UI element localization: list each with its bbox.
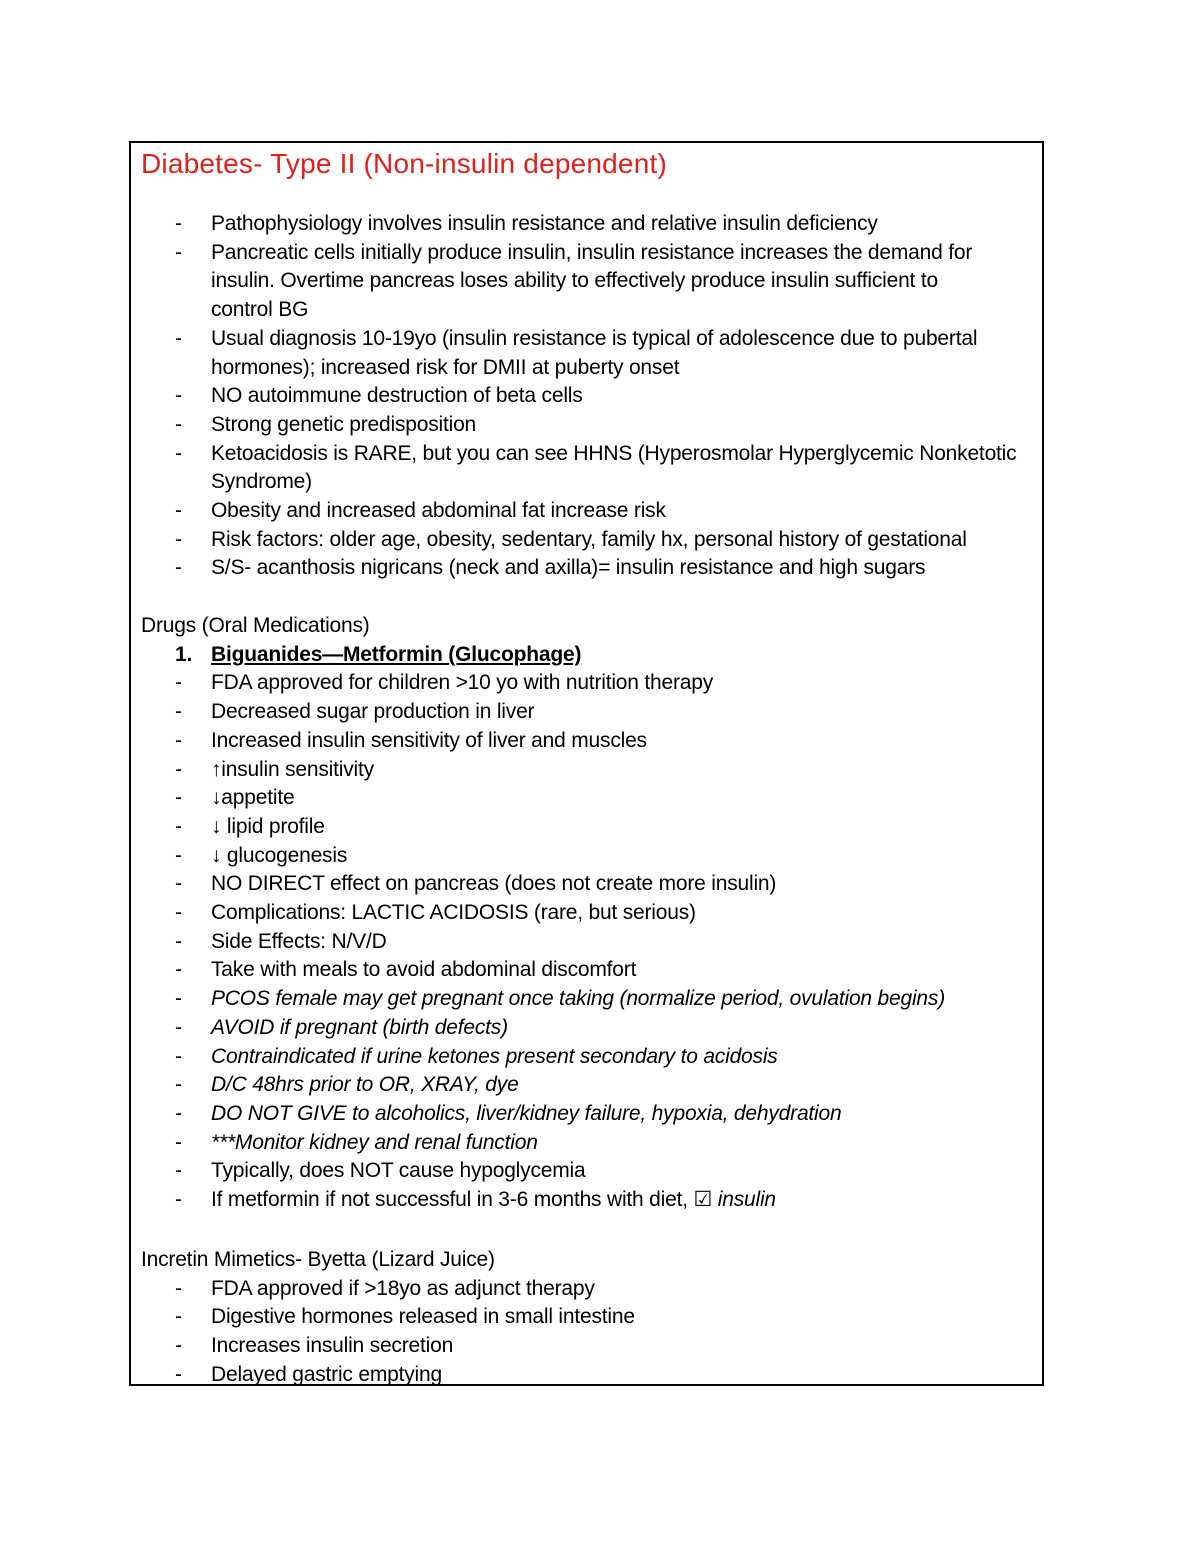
bullet-text: S/S- acanthosis nigricans (neck and axilla)= insulin resistance and high sugars <box>211 556 926 580</box>
page-title: Diabetes- Type II (Non-insulin dependent) <box>141 148 667 179</box>
bullet-text: Obesity and increased abdominal fat increase risk <box>211 499 666 522</box>
bullet-dash: - <box>175 384 182 408</box>
bullet-dash: - <box>175 958 182 982</box>
bullet-text: insulin. Overtime pancreas loses ability to effectively produce insulin sufficient to <box>211 269 938 293</box>
bullet-text: Increases insulin secretion <box>211 1334 454 1358</box>
bullet-text: D/C 48hrs prior to OR, XRAY, dye <box>211 1073 519 1097</box>
bullet-text: Decreased sugar production in liver <box>211 700 535 724</box>
bullet-dash: - <box>175 728 182 752</box>
bullet-text: Delayed gastric emptying <box>211 1362 442 1386</box>
bullet-text: PCOS female may get pregnant once taking (normalize period, ovulation begins) <box>211 987 946 1011</box>
bullet-text: NO autoimmune destruction of beta cells <box>211 384 583 408</box>
bullet-text: FDA approved for children >10 yo with nutrition therapy <box>211 671 714 695</box>
bullet-dash: - <box>175 1276 182 1300</box>
bullet-dash: - <box>175 527 182 551</box>
bullet-dash: - <box>175 240 182 264</box>
bullet-dash: - <box>175 872 182 896</box>
bullet-dash: - <box>175 1305 182 1329</box>
section-heading-text: Drugs (Oral Medications) <box>141 614 370 637</box>
section-heading-text: Incretin Mimetics- Byetta (Lizard Juice) <box>141 1248 495 1271</box>
bullet-text: AVOID if pregnant (birth defects) <box>211 1015 508 1039</box>
item-number: 1. <box>175 642 193 666</box>
bullet-dash: - <box>175 671 182 695</box>
bullet-dash: - <box>175 757 182 781</box>
bullet-dash: - <box>175 901 182 924</box>
bullet-dash: - <box>175 1130 182 1154</box>
bullet-dash: - <box>175 814 182 838</box>
bullet-dash: - <box>175 1015 182 1039</box>
bullet-dash: - <box>175 700 182 724</box>
bullet-dash: - <box>175 1334 182 1358</box>
bullet-dash: - <box>175 326 182 350</box>
bullet-text: Usual diagnosis 10-19yo (insulin resistance is typical of adolescence due to pubertal <box>211 326 978 350</box>
item-label: Biguanides—Metformin (Glucophage) <box>211 642 582 666</box>
bullet-text: ↑insulin sensitivity <box>211 757 374 781</box>
bullet-text: Complications: LACTIC ACIDOSIS (rare, but serious) <box>211 901 696 924</box>
bullet-dash: - <box>175 1073 182 1097</box>
bullet-dash: - <box>175 1101 182 1125</box>
bullet-text: Contraindicated if urine ketones present secondary to acidosis <box>211 1044 778 1068</box>
bullet-text: control BG <box>211 298 309 322</box>
bullet-text: Typically, does NOT cause hypoglycemia <box>211 1159 586 1183</box>
bullet-text: NO DIRECT effect on pancreas (does not create more insulin) <box>211 872 777 896</box>
bullet-dash: - <box>175 1159 182 1183</box>
bullet-text: Ketoacidosis is RARE, but you can see HHNS (Hyperosmolar Hyperglycemic Nonketotic <box>211 441 1017 465</box>
bullet-text: DO NOT GIVE to alcoholics, liver/kidney failure, hypoxia, dehydration <box>211 1101 842 1125</box>
bullet-dash: - <box>175 843 182 867</box>
bullet-text: Risk factors: older age, obesity, sedentary, family hx, personal history of gestational <box>211 527 967 551</box>
bullet-dash: - <box>175 212 182 235</box>
bullet-text: Pathophysiology involves insulin resistance and relative insulin deficiency <box>211 212 878 235</box>
bullet-dash: - <box>175 1044 182 1068</box>
bullet-text: ↓ glucogenesis <box>211 843 348 867</box>
bullet-dash: - <box>175 441 182 465</box>
bullet-text: FDA approved if >18yo as adjunct therapy <box>211 1276 595 1300</box>
bullet-dash: - <box>175 499 182 522</box>
bullet-dash: - <box>175 412 182 436</box>
bullet-text: Take with meals to avoid abdominal discomfort <box>211 958 637 982</box>
bullet-dash: - <box>175 987 182 1011</box>
bullet-text: Syndrome) <box>211 470 312 494</box>
bullet-dash: - <box>175 1188 182 1211</box>
bullet-dash: - <box>175 786 182 810</box>
bullet-text: ↓ lipid profile <box>211 814 325 838</box>
bullet-text: Side Effects: N/V/D <box>211 929 387 953</box>
bullet-dash: - <box>175 929 182 953</box>
bullet-text: ↓appetite <box>211 786 295 810</box>
bullet-italic-tail: insulin <box>717 1188 776 1211</box>
bullet-text: If metformin if not successful in 3-6 months with diet, ☑ insulin <box>211 1188 776 1211</box>
bullet-text: Increased insulin sensitivity of liver and muscles <box>211 728 647 752</box>
bullet-dash: - <box>175 1362 182 1386</box>
bullet-dash: - <box>175 556 182 580</box>
bullet-text: ***Monitor kidney and renal function <box>211 1130 538 1154</box>
bullet-text: Digestive hormones released in small intestine <box>211 1305 635 1329</box>
bullet-text: hormones); increased risk for DMII at puberty onset <box>211 355 680 379</box>
bullet-text: Pancreatic cells initially produce insulin, insulin resistance increases the demand for <box>211 240 973 264</box>
bullet-text: Strong genetic predisposition <box>211 412 477 436</box>
